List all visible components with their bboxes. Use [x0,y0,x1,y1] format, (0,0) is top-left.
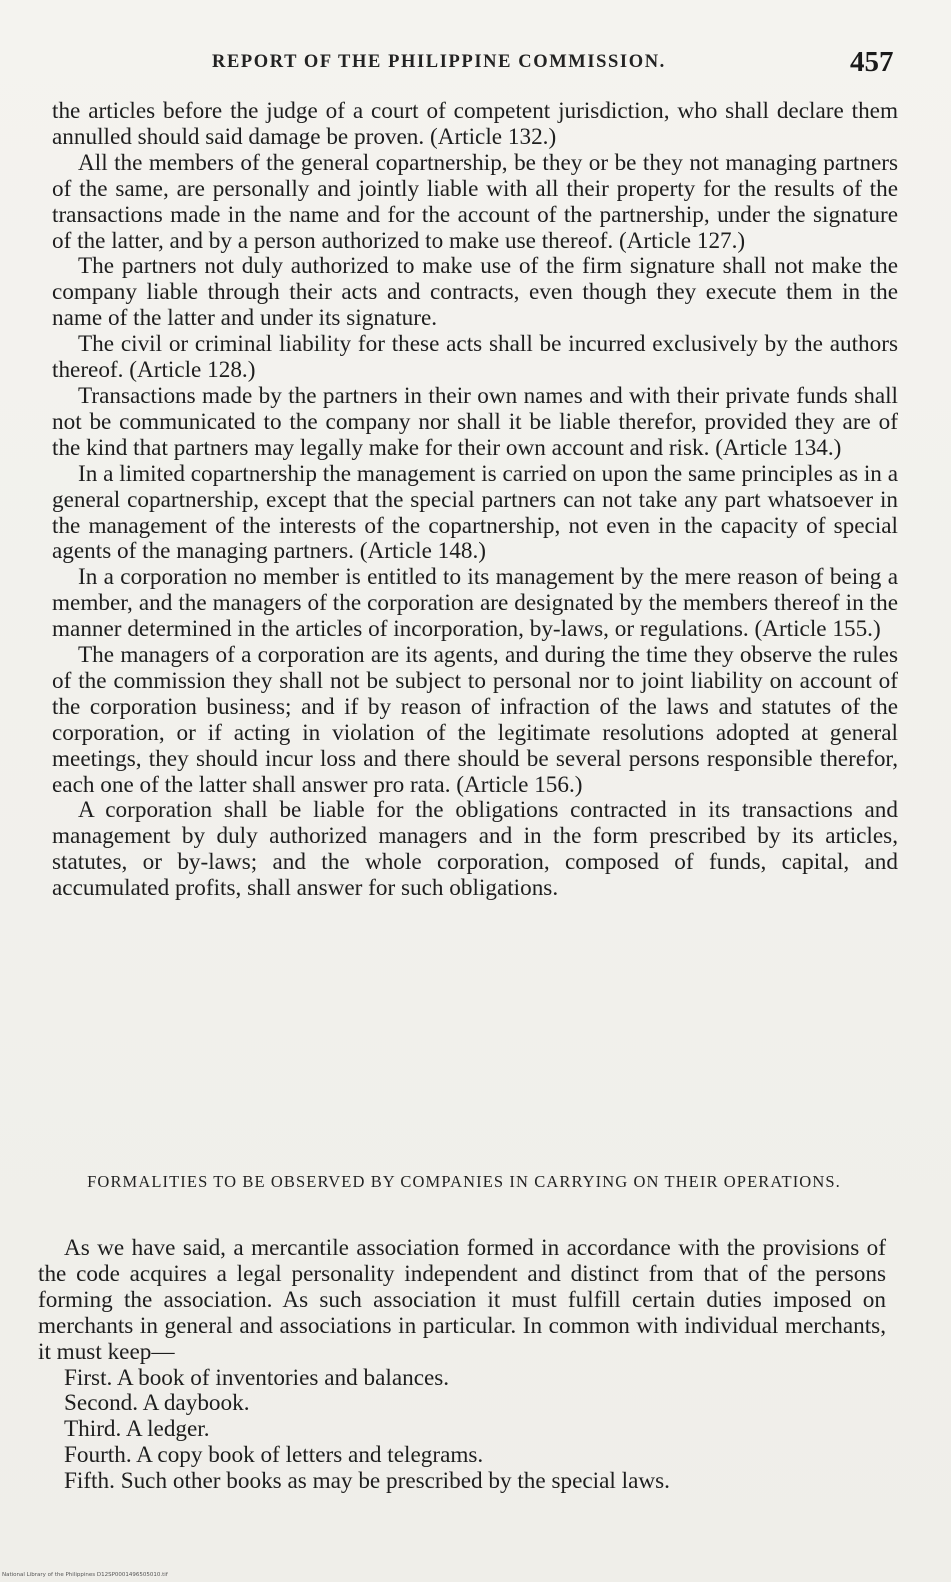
paragraph-private-transactions: Transactions made by the partners in their own names and with their private funds shall not be communicated to the company nor shall it be liable therefor, provided they are of the kind that partners may legally make for their own account and risk. (Article 134.) [52,382,898,461]
list-item: First. A book of inventories and balances. [64,1364,450,1391]
body-text [52,99,898,902]
paragraph-corporation-managers: The managers of a corporation are its agents, and during the time they observe the rules of the commission they shall not be subject to personal nor to joint liability on account of the corporation business; and if by reason of infraction of the laws and statutes of the corporation, or if acting in violation of the legitimate resolutions adopted at general meetings, they should incur loss and there should be several persons responsible therefor, each one of the latter shall answer pro rata. (Article 156.) [52,642,898,798]
list-item: Fifth. Such other books as may be prescribed by the special laws. [64,1468,670,1495]
paragraph-unauthorized-partners: The partners not duly authorized to make use of the firm signature shall not make the company liable through their acts and contracts, even though they execute them in the name of the latter and under its signature. [52,253,898,332]
section-heading: FORMALITIES TO BE OBSERVED BY COMPANIES IN CARRYING ON THEIR OPERATIONS. [87,1172,841,1191]
running-head: REPORT OF THE PHILIPPINE COMMISSION. [212,52,666,72]
list-item: Third. A ledger. [64,1416,210,1443]
list-item: Fourth. A copy book of letters and telegrams. [64,1442,484,1469]
section-intro-paragraph: As we have said, a mercantile association formed in accordance with the provisions of the code acquires a legal personality independent and distinct from that of the persons forming the association. As such association it must fulfill certain duties imposed on merchants in general and associations in particular. In common with individual merchants, it must keep— [38,1235,886,1365]
paragraph-continuation: the articles before the judge of a court of competent jurisdiction, who shall declare them annulled should said damage be proven. (Article 132.) [52,98,898,150]
paragraph-civil-criminal-liability: The civil or criminal liability for these acts shall be incurred exclusively by the authors thereof. (Article 128.) [52,331,898,384]
section-text [38,1236,886,1495]
scan-credit: National Library of the Philippines D12SP0001496505010.tif [2,1572,168,1578]
list-item: Second. A daybook. [64,1390,250,1417]
page-number: 457 [850,46,894,78]
page-header [0,46,951,86]
paragraph-corporation-liability: A corporation shall be liable for the obligations contracted in its transactions and management by duly authorized managers and in the form prescribed by its articles, statutes, or by-laws; and the whole corporation, composed of funds, capital, and accumulated profits, shall answer for such obligations. [52,797,898,902]
paragraph-limited-copartnership: In a limited copartnership the management is carried on upon the same principles as in a general copartnership, except that the special partners can not take any part whatsoever in the management of the interests of the copartnership, not even in the capacity of special agents of the managing partners. (Article 148.) [52,460,898,565]
paragraph-general-copartnership: All the members of the general copartnership, be they or be they not managing partners of the same, are personally and jointly liable with all their property for the results of the transactions made in the name and for the account of the partnership, under the signature of the latter, and by a person authorized to make use thereof. (Article 127.) [52,149,898,254]
required-books-list [38,1366,886,1496]
paragraph-corporation-management: In a corporation no member is entitled to its management by the mere reason of being a member, and the managers of the corporation are designated by the members thereof in the manner determined in the articles of incorporation, by-laws, or regulations. (Article 155.) [52,564,898,643]
